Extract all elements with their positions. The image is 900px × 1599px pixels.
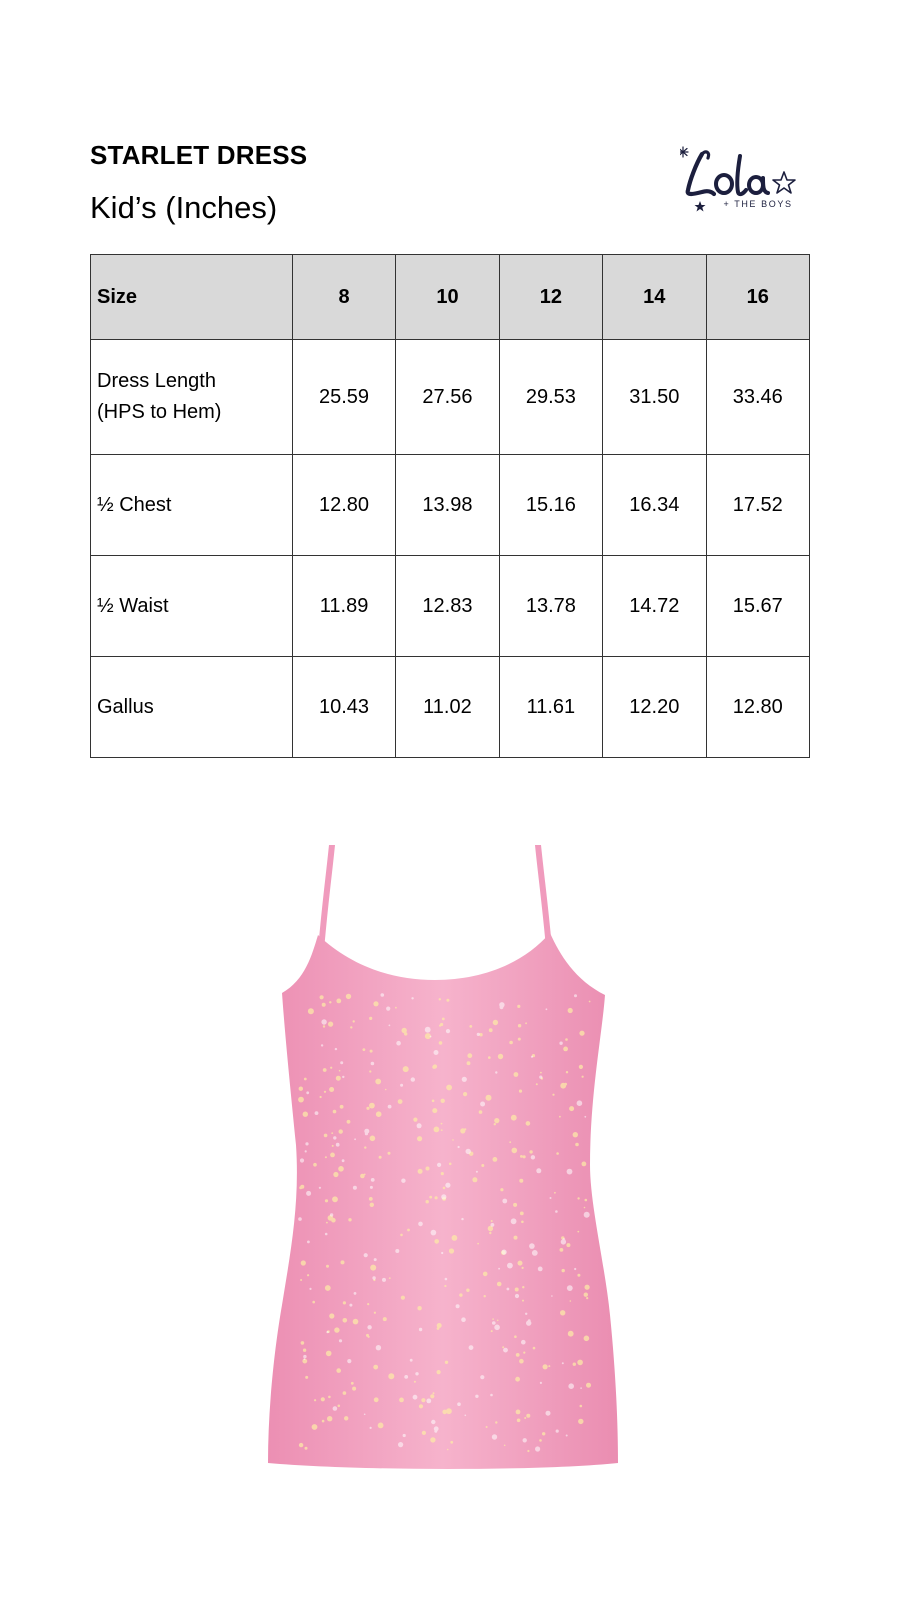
measurement-label: Gallus [91,657,293,758]
measurement-label-line1: Dress Length [97,370,216,392]
measurement-value: 17.52 [706,455,809,556]
lola-and-the-boys-logo-icon [680,140,820,220]
measurement-value: 11.02 [396,657,499,758]
size-header-cell: 10 [396,255,499,340]
measurement-label [91,340,293,455]
size-chart-subtitle: Kid’s (Inches) [90,190,278,225]
table-row [91,657,810,758]
pink-sequin-dress-icon [260,845,640,1495]
measurement-value: 33.46 [706,340,809,455]
measurement-value: 31.50 [603,340,706,455]
measurement-value: 11.89 [292,556,395,657]
size-header-cell: 8 [292,255,395,340]
table-row [91,340,810,455]
size-header-cell: 14 [603,255,706,340]
measurement-value: 11.61 [499,657,602,758]
measurement-value: 27.56 [396,340,499,455]
product-title: STARLET DRESS [90,140,308,170]
table-row [91,556,810,657]
measurement-value: 13.98 [396,455,499,556]
measurement-value: 29.53 [499,340,602,455]
brand-logo [680,140,820,220]
measurement-value: 12.80 [706,657,809,758]
measurement-value: 13.78 [499,556,602,657]
table-row [91,455,810,556]
size-header-cell: 12 [499,255,602,340]
measurement-value: 12.20 [603,657,706,758]
measurement-label: ½ Chest [91,455,293,556]
size-header-cell: 16 [706,255,809,340]
table-header-row [91,255,810,340]
measurement-value: 10.43 [292,657,395,758]
measurement-value: 15.16 [499,455,602,556]
measurement-label: ½ Waist [91,556,293,657]
measurement-value: 14.72 [603,556,706,657]
product-image [260,845,640,1495]
measurement-value: 12.83 [396,556,499,657]
measurement-label-line2: (HPS to Hem) [97,401,222,423]
measurement-value: 12.80 [292,455,395,556]
size-chart-table [90,254,810,758]
logo-tagline: + THE BOYS [723,199,793,209]
size-header-label: Size [91,255,293,340]
measurement-value: 15.67 [706,556,809,657]
measurement-value: 25.59 [292,340,395,455]
measurement-value: 16.34 [603,455,706,556]
